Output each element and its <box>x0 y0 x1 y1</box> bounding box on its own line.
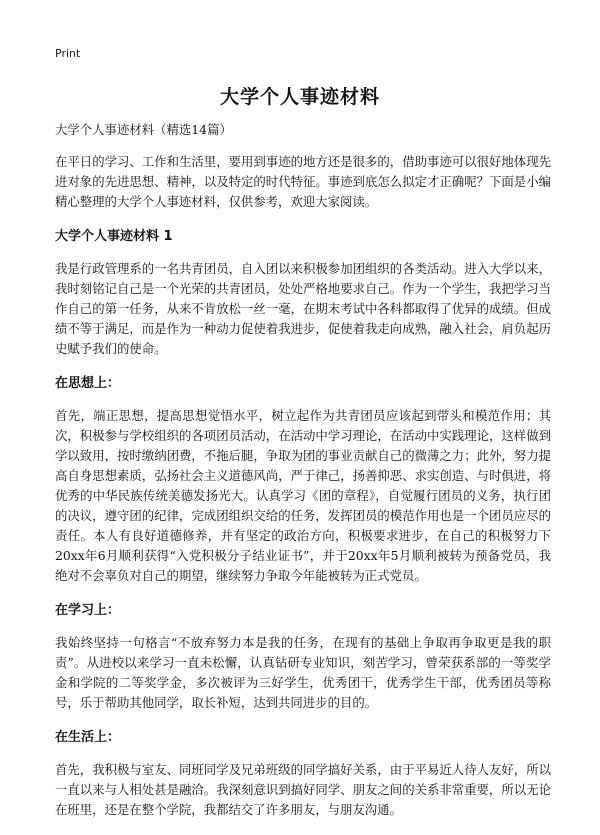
life-heading: 在生活上： <box>55 730 121 745</box>
document-subtitle: 大学个人事迹材料（精选14篇） <box>55 122 232 137</box>
study-heading: 在学习上： <box>55 603 121 618</box>
section-paragraph: 我是行政管理系的一名共青团员，自入团以来积极参加团组织的各类活动。进入大学以来，我时刻铭记自己是一个光荣的共青团员，处处严格地要求自己。作为一个学生，我把学习当作自己的第一任务，从来不肯放松一丝一毫，在期末考试中各科都取得了优异的成绩。但成绩不等于满足，而是作为一种动力促使着我进步，促使着我走向成熟，融入社会，肩负起历史赋予我们的使命。 <box>55 261 551 356</box>
life-paragraph: 首先，我积极与室友、同班同学及兄弟班级的同学搞好关系，由于平易近人待人友好，所以一直以来与人相处甚是融洽。我深刻意识到搞好同学、朋友之间的关系非常重要，所以无论在班里，还是在整个学院，我都结交了许多朋友，与朋友沟通。 <box>55 762 551 817</box>
thought-paragraph: 首先，端正思想，提高思想觉悟水平，树立起作为共青团员应该起到带头和模范作用；其次，积极参与学校组织的各项团员活动，在活动中学习理论，在活动中实践理论，这样做到学以致用，按时缴纳团费，不拖后腿，争取为团的事业贡献自己的微薄之力；此外，努力提高自身思想素质，弘扬社会主义道德风尚，严于律己，扬善抑恶、求实创造、与时俱进，将优秀的中华民族传统美德发扬光大。认真学习《团的章程》，自觉履行团员的义务，执行团的决议，遵守团的纪律，完成团组织交给的任务，发挥团员的模范作用也是一个团员应尽的责任。本人有良好道德修养，并有坚定的政治方向，积极要求进步，在自己的积极努力下20xx年6月顺利获得“入党积极分子结业证书”，并于20xx年5月顺利被转为预备党员，我绝对不会辜负对自己的期望，继续努力争取今年能被转为正式党员。 <box>55 408 551 583</box>
section-heading: 大学个人事迹材料 1 <box>55 229 173 244</box>
document-body <box>55 120 551 835</box>
study-paragraph: 我始终坚持一句格言“不放弃努力本是我的任务，在现有的基础上争取再争取更是我的职责”。从进校以来学习一直未松懈，认真钻研专业知识，刻苦学习，曾荣获系部的一等奖学金和学院的二等奖学金，多次被评为三好学生，优秀团干，优秀学生干部，优秀团员等称号，乐于帮助其他同学，取长补短，达到共同进步的目的。 <box>55 635 551 710</box>
intro-paragraph: 在平日的学习、工作和生活里，要用到事迹的地方还是很多的，借助事迹可以很好地体现先进对象的先进思想、精神，以及特定的时代特征。事迹到底怎么拟定才正确呢？下面是小编精心整理的大学个人事迹材料，仅供参考，欢迎大家阅读。 <box>55 154 551 209</box>
page-title: 大学个人事迹材料 <box>219 86 380 108</box>
thought-heading: 在思想上： <box>55 376 121 391</box>
print-link[interactable]: Print <box>55 47 81 60</box>
